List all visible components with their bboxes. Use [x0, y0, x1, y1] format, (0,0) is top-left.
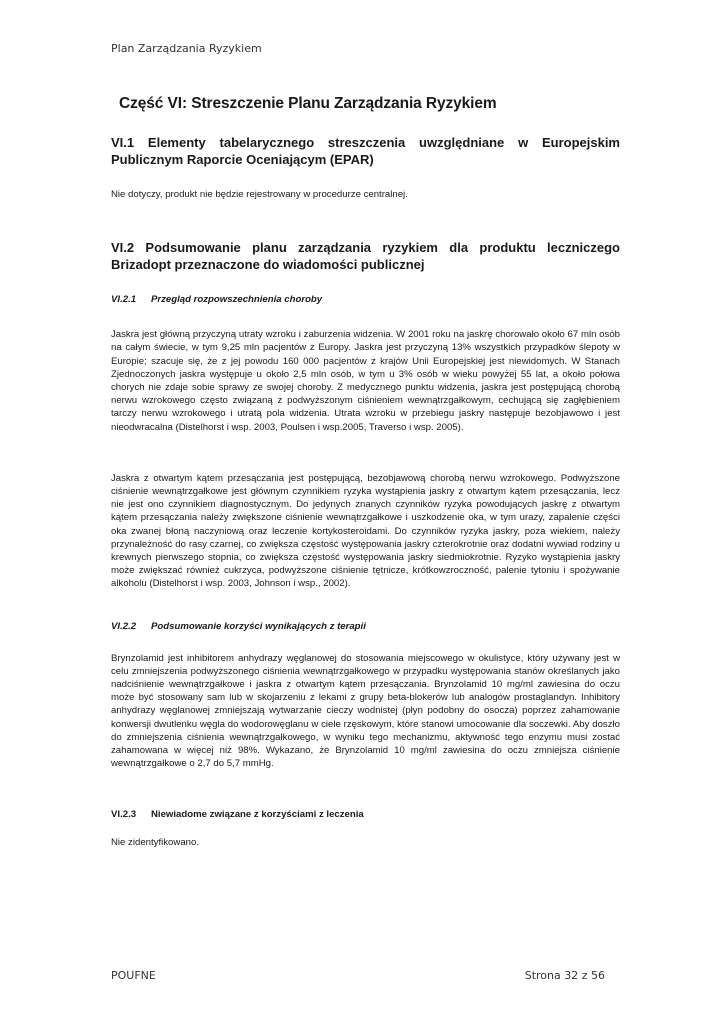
footer-page-number: Strona 32 z 56 [524, 969, 605, 982]
subsection-number: VI.2.1 [111, 294, 137, 306]
subsection-title: Niewiadome związane z korzyściami z leczenia [151, 809, 364, 821]
subsection-title: Podsumowanie korzyści wynikających z terapii [151, 620, 366, 632]
section-heading-vi2: VI.2 Podsumowanie planu zarządzania ryzykiem dla produktu leczniczego Brizadopt przeznaczone do wiadomości publicznej [111, 240, 620, 273]
subsection-number: VI.2.3 [111, 809, 137, 821]
part-title: Część VI: Streszczenie Planu Zarządzania Ryzykiem [119, 95, 497, 112]
section-heading-vi1: VI.1 Elementy tabelarycznego streszczenia uwzględniane w Europejskim Publicznym Raporcie Oceniającym (EPAR) [111, 135, 620, 167]
subsection-title: Przegląd rozpowszechnienia choroby [151, 294, 323, 306]
footer-confidential: POUFNE [111, 969, 156, 982]
section-vi1-text: Nie dotyczy, produkt nie będzie rejestrowany w procedurze centralnej. [111, 189, 408, 200]
subsection-heading-vi21 [111, 293, 620, 306]
paragraph-prevalence-2: Jaskra z otwartym kątem przesączania jest postępującą, bezobjawową chorobą nerwu wzrokowego. Podwyższone ciśnienie wewnątrzgałkowe jest głównym czynnikiem ryzyka wystąpienia jaskry z otwartym kątem przesączania, lecz nie jest ono czynnikiem diagnostycznym. Do jedynych znanych czynników ryzyka powodujących jaskrę z otwartym kątem przesączania należy zwiększone ciśnienie wewnątrzgałkowe i uszkodzenie oka, w tym urazy, zapalenie części oka zwanej błoną naczyniową oraz leczenie kortykosteroidami. Do czynników ryzyka jaskry, poza wiekiem, należy przynależność do rasy czarnej, co zwiększa częstość występowania jaskry czterokrotnie oraz dodatni wywiad rodziny u krewnych pierwszego stopnia, co zwiększa częstość występowania jaskry siedmiokrotnie. Ryzyko wystąpienia jaskry może zwiększać również cukrzyca, podwyższone ciśnienie tętnicze, krótkowzroczność, palenie tytoniu i spożywanie alkoholu (Distelhorst i wsp. 2003, Johnson i wsp., 2002). [111, 472, 620, 590]
paragraph-prevalence-1: Jaskra jest główną przyczyną utraty wzroku i zaburzenia widzenia. W 2001 roku na jaskrę chorowało około 67 mln osób na całym świecie, w tym 9,25 mln pacjentów z Europy. Jaskra jest przyczyną 13% wszystkich przypadków ślepoty w Europie; szacuje się, że z jej powodu 160 000 pacjentów z krajów Unii Europejskiej jest niewidomych. W Stanach Zjednoczonych jaskra występuje u około 2,5 mln osób, w tym u 3% osób w wieku powyżej 55 lat, a około połowa chorych nie zdaje sobie sprawy ze swojej choroby. Z medycznego punktu widzenia, jaskra jest postępującą chorobą nerwu wzrokowego często związaną z podwyższonym ciśnieniem wewnątrzgałkowym, cechującą się zagłębieniem tarczy nerwu wzrokowego i utratą pola widzenia. Utrata wzroku w przebiegu jaskry następuje bezobjawowo i jest nieodwracalna (Distelhorst i wsp. 2003, Poulsen i wsp.2005, Traverso i wsp. 2005). [111, 329, 620, 433]
paragraph-benefits: Brynzolamid jest inhibitorem anhydrazy węglanowej do stosowania miejscowego w okulistyce, który używany jest w celu zmniejszenia podwyższonego ciśnienia wewnątrzgałkowego w przypadku występowania stanów określanych jako nadciśnienie wewnątrzgałkowe i jaskra z otwartym kątem przesączania. Brynzolamid 10 mg/ml zawiesina do oczu może być stosowany sam lub w skojarzeniu z lekami z grupy beta-blokerów lub analogów prostaglandyn. Inhibitory anhydrazy węglanowej zmniejszają wytwarzanie cieczy wodnistej (płyn podobny do osocza) poprzez zahamowanie konwersji dwutlenku węgla do wodorowęglanu w ciele rzęskowym, które stanowi umocowanie dla soczewki. Aby doszło do zmniejszenia ciśnienia wewnątrzgałkowego, w wyniku tego mechanizmu, aktywność tego enzymu musi zostać zahamowana w więcej niż 98%. Wykazano, że Brynzolamid 10 mg/ml zawiesina do oczu zmniejsza ciśnienie wewnątrzgałkowe o 2,7 do 5,7 mmHg. [111, 652, 620, 770]
subsection-heading-vi23 [111, 808, 620, 821]
page-content [111, 94, 620, 850]
running-header: Plan Zarządzania Ryzykiem [111, 42, 262, 55]
subsection-heading-vi22 [111, 620, 620, 633]
subsection-number: VI.2.2 [111, 620, 137, 632]
paragraph-unknowns: Nie zidentyfikowano. [111, 837, 199, 849]
